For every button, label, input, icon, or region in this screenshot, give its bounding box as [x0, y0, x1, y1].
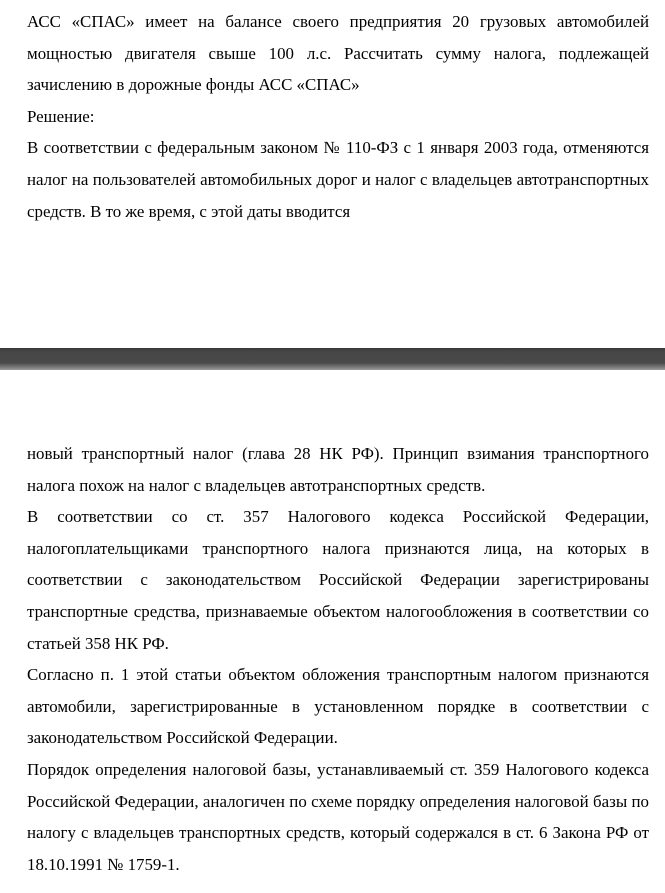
- task-paragraph: АСС «СПАС» имеет на балансе своего предприятия 20 грузовых автомобилей мощностью двигателя свыше 100 л.с. Рассчитать сумму налога, подлежащей зачислению в дорожные фонды АСС «СПАС»: [27, 12, 649, 95]
- solution-heading: Решение:: [27, 106, 95, 126]
- taxpayers-paragraph: В соответствии со ст. 357 Налогового кодекса Российской Федерации, налогоплательщиками транспортного налога признаются лица, на которых в соответствии с законодательством Российской Федерации зарегистрированы транспортные средства, признаваемые объектом налогообложения в соответствии со статьей 358 НК РФ.: [27, 507, 649, 653]
- tax-object-paragraph: Согласно п. 1 этой статьи объектом обложения транспортным налогом признаются автомобили, зарегистрированные в установленном порядке в соответствии с законодательством Российской Федерации.: [27, 665, 649, 748]
- tax-base-paragraph: Порядок определения налоговой базы, устанавливаемый ст. 359 Налогового кодекса Российской Федерации, аналогичен по схеме порядку определения налоговой базы по налогу с владельцев транспортных средств, который содержался в ст. 6 Закона РФ от 18.10.1991 № 1759-1.: [27, 759, 649, 874]
- page-2-text: [27, 438, 649, 880]
- page-1: [0, 0, 665, 348]
- law-paragraph: В соответствии с федеральным законом № 110-ФЗ с 1 января 2003 года, отменяются налог на пользователей автомобильных дорог и налог с владельцев автотранспортных средств. В то же время, с этой даты вводится: [27, 138, 649, 221]
- law-paragraph-continued: новый транспортный налог (глава 28 НК РФ). Принцип взимания транспортного налога похож на налог с владельцев автотранспортных средств.: [27, 444, 649, 495]
- page-1-text: [27, 6, 649, 227]
- page-break-divider: [0, 348, 665, 370]
- page-2: [0, 370, 665, 893]
